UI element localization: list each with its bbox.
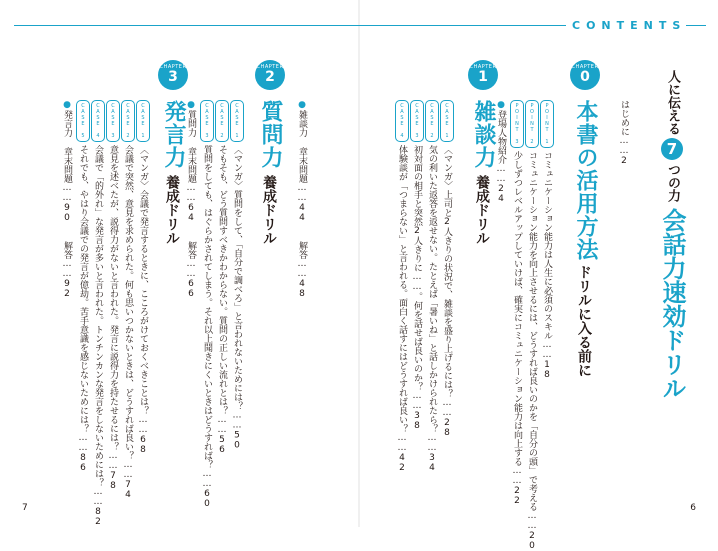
item-page: 74 (123, 480, 133, 500)
toc-item[interactable] (230, 100, 244, 451)
item-page: 56 (217, 435, 227, 455)
chapter-0-title[interactable]: 本書の活用方法 (573, 100, 598, 261)
item-page: 34 (427, 453, 437, 473)
answer-label: 解答…… (186, 241, 196, 279)
toc-item[interactable] (440, 100, 454, 438)
title-suffix: つの力 (665, 163, 680, 202)
toc-item[interactable] (106, 100, 120, 491)
case-pill: CASE 3 (200, 100, 214, 142)
item-page: 22 (512, 486, 522, 506)
case-pill: CASE 4 (91, 100, 105, 142)
item-page: 20 (527, 531, 537, 551)
bullet-icon: ● (496, 100, 506, 110)
item-text: 会議で突然、意見を求められた。何も思いつかないときは、どうすれば良い？…… (123, 145, 133, 480)
page-number-left: 7 (22, 503, 28, 513)
item-text: 初対面の相手と突然2人きりに……。何を話せば良いのか？…… (412, 145, 422, 411)
item-text: 体験談が「つまらない」と言われる。面白く話すにはどうすれば良い？…… (397, 145, 407, 453)
toc-item[interactable] (395, 100, 409, 473)
item-text: 少しずつレベルアップしていけば、確実にコミュニケーション能力は向上する…… (512, 151, 522, 486)
item-text: 気の利いた返答を返せない。たとえば「暑いね」と話しかけられたら？…… (427, 145, 437, 453)
toc-item[interactable] (215, 100, 229, 455)
case-pill: CASE 2 (215, 100, 229, 142)
answer-label: 解答…… (297, 241, 307, 279)
item-text: コミュニケーション能力は人生に必須のスキル…… (542, 151, 552, 360)
title-main: 会話力速効ドリル (658, 208, 686, 400)
case-pill: CASE 2 (425, 100, 439, 142)
case-pill: CASE 5 (76, 100, 90, 142)
toc-item[interactable] (136, 100, 150, 455)
item-page: 90 (62, 203, 72, 223)
toc-item[interactable] (525, 100, 539, 551)
item-text: コミュニケーション能力を向上させるには、どうすれば良いのかを「自分の頭」で考える…… (527, 151, 537, 531)
item-page: 38 (412, 411, 422, 431)
toc-item[interactable] (296, 100, 308, 299)
chapter-0-badge (570, 60, 600, 90)
item-text: 発言力 章末問題…… (62, 110, 72, 203)
chapter-0-subtitle: ドリルに入る前に (576, 265, 592, 377)
item-page: 78 (108, 471, 118, 491)
answer-page: 66 (186, 279, 196, 299)
toc-item[interactable] (200, 100, 214, 509)
bullet-icon: ● (297, 100, 307, 110)
chapter-number: 3 (168, 69, 178, 85)
item-page: 44 (297, 203, 307, 223)
item-text: 質問をしても、はぐらかされてしまう。それ以上聞きにくいときはどうすれば？…… (202, 145, 212, 489)
item-page: 60 (202, 489, 212, 509)
chapter-number: 0 (580, 69, 590, 85)
case-pill: CASE 2 (121, 100, 135, 142)
item-page: 50 (232, 430, 242, 451)
title-prefix: 人に伝える (665, 70, 680, 135)
item-text: 登場人物紹介…… (496, 110, 506, 184)
item-text: 会議で「的外れ」な発言が多いと言われた。トンチンカンな発言をしないためには？…… (93, 145, 103, 507)
chapter-3-title[interactable]: 発言力 (161, 100, 186, 169)
toc-item[interactable] (540, 100, 554, 380)
chapter-badge-label: CHAPTER (159, 64, 187, 70)
toc-item[interactable] (61, 100, 73, 299)
case-pill: CASE 4 (395, 100, 409, 142)
bullet-icon: ● (62, 100, 72, 110)
chapter-1-title[interactable]: 雑談力 (471, 100, 496, 169)
case-pill: CASE 3 (410, 100, 424, 142)
chapter-3-subtitle: 養成ドリル (164, 175, 180, 245)
chapter-badge-label: CHAPTER (469, 64, 497, 70)
item-page: 24 (496, 184, 506, 204)
answer-page: 92 (62, 279, 72, 299)
title-seven-circle (661, 138, 683, 160)
item-page: 28 (442, 418, 452, 438)
item-page: 82 (93, 507, 103, 527)
chapter-2-title[interactable]: 質問力 (258, 100, 283, 169)
point-pill: POINT 1 (540, 100, 554, 148)
header-rule (14, 25, 566, 26)
intro-page: 2 (619, 156, 629, 166)
chapter-1-badge (468, 60, 498, 90)
chapter-1-subtitle: 養成ドリル (474, 175, 490, 245)
item-page: 68 (138, 435, 148, 455)
answer-label: 解答…… (62, 241, 72, 279)
item-text: 〈マンガ〉会議で発言するときに、こころがけておくべきことは？…… (138, 145, 148, 435)
toc-item[interactable] (121, 100, 135, 500)
toc-item[interactable] (425, 100, 439, 473)
intro-entry[interactable] (618, 100, 630, 166)
contents-heading: CONTENTS (572, 19, 687, 32)
item-text: 〈マンガ〉質問をして、「自分で調べろ」と言われないためには？…… (232, 145, 242, 431)
case-pill: CASE 3 (106, 100, 120, 142)
item-text: 質問力 章末問題…… (186, 110, 196, 203)
chapter-2-subtitle: 養成ドリル (261, 175, 277, 245)
item-page: 42 (397, 453, 407, 473)
chapter-number: 1 (478, 69, 488, 85)
case-pill: CASE 1 (440, 100, 454, 142)
item-page: 64 (186, 203, 196, 223)
toc-item[interactable] (91, 100, 105, 527)
item-text: それでも、やはり会議での発言が億劫。苦手意識を感じないためには？…… (78, 145, 88, 453)
point-pill: POINT 2 (525, 100, 539, 148)
toc-item[interactable] (410, 100, 424, 431)
item-page: 18 (542, 360, 552, 380)
case-pill: CASE 1 (136, 100, 150, 142)
case-pill: CASE 1 (230, 100, 244, 142)
item-page: 86 (78, 453, 88, 473)
item-text: 意見を述べたが、説得力がないと言われた。発言に説得力を持たせるには？…… (108, 145, 118, 471)
bullet-icon: ● (186, 100, 196, 110)
intro-label: はじめに…… (619, 100, 629, 156)
item-text: 雑談力 章末問題…… (297, 110, 307, 203)
chapter-badge-label: CHAPTER (571, 64, 599, 70)
chapter-number: 2 (265, 69, 275, 85)
chapter-2-badge (255, 60, 285, 90)
answer-page: 48 (297, 279, 307, 299)
book-title (655, 70, 690, 400)
item-text: 〈マンガ〉上司と2人きりの状況で、雑談を盛り上げるには？…… (442, 145, 452, 418)
point-pill: POINT 3 (510, 100, 524, 148)
header-rule-right (686, 25, 706, 26)
chapter-3-badge (158, 60, 188, 90)
book-spine (358, 0, 360, 527)
toc-item[interactable] (510, 100, 524, 506)
title-seven: 7 (663, 140, 681, 158)
chapter-badge-label: CHAPTER (256, 64, 284, 70)
item-text: そもそも、どう質問すべきかわからない。質問の正しい流れとは？…… (217, 145, 227, 435)
page-number-right: 6 (690, 503, 696, 513)
toc-item[interactable] (76, 100, 90, 473)
